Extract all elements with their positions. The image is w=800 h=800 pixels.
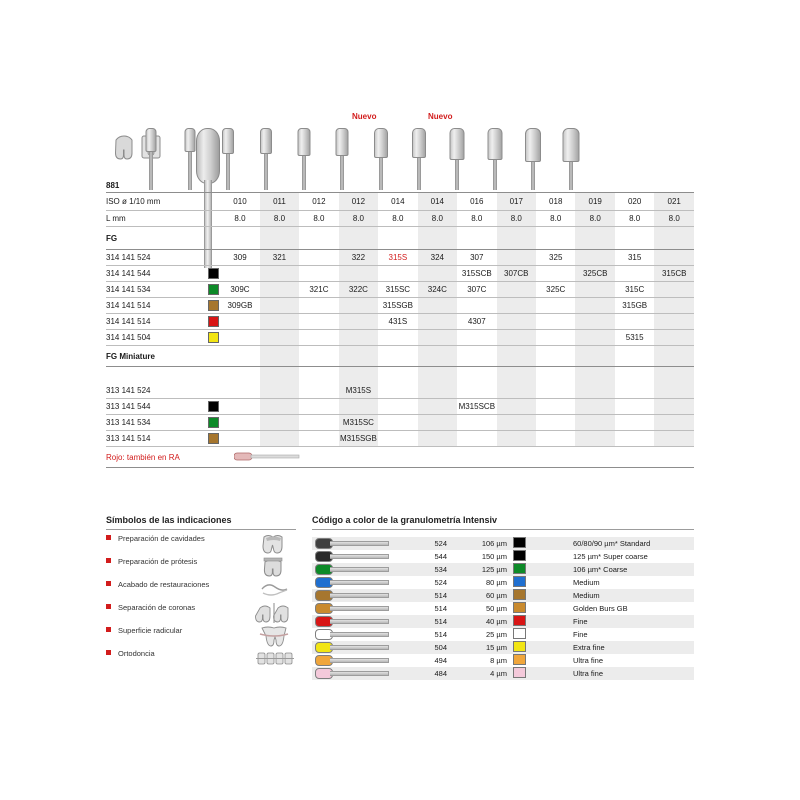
iso-diameter-row <box>106 193 694 211</box>
cell: 322 <box>339 250 378 266</box>
cell <box>536 298 575 314</box>
cell <box>260 282 299 298</box>
iso-value: 020 <box>615 193 654 211</box>
cell <box>418 399 457 415</box>
iso-value: 018 <box>536 193 575 211</box>
granulometry-row <box>312 667 694 680</box>
cell: 309 <box>220 250 259 266</box>
length-value: 8.0 <box>536 211 575 227</box>
grit-description: Golden Burs GB <box>573 604 628 613</box>
grit-color-cell <box>202 415 221 431</box>
indication-item <box>106 579 296 602</box>
cell <box>497 298 536 314</box>
cell <box>654 282 694 298</box>
grit-description: Medium <box>573 591 600 600</box>
indication-item <box>106 648 296 671</box>
indication-item <box>106 533 296 556</box>
cell <box>339 399 378 415</box>
cell <box>260 383 299 399</box>
cell <box>497 415 536 431</box>
order-code: 313 141 524 <box>106 383 202 399</box>
order-code: 314 141 524 <box>106 250 202 266</box>
indication-item <box>106 625 296 648</box>
length-value: 8.0 <box>575 211 614 227</box>
cell <box>339 266 378 282</box>
cell <box>654 298 694 314</box>
prosthesis-prep-icon <box>252 556 296 578</box>
color-swatch <box>513 641 526 652</box>
grain-size: 4 µm <box>490 669 507 678</box>
cell <box>378 431 417 447</box>
cell <box>260 399 299 415</box>
cell <box>220 330 259 346</box>
granulometry-row <box>312 628 694 641</box>
grit-description: 60/80/90 µm* Standard <box>573 539 651 548</box>
grit-color-cell <box>202 282 221 298</box>
cell <box>615 415 654 431</box>
cell <box>575 399 614 415</box>
cavity-prep-icon <box>252 533 296 555</box>
cell: 309GB <box>220 298 259 314</box>
cell: 4307 <box>457 314 496 330</box>
granulometry-panel <box>312 515 694 678</box>
cell <box>654 431 694 447</box>
cell <box>654 330 694 346</box>
length-value: 8.0 <box>418 211 457 227</box>
cell <box>536 383 575 399</box>
restoration-finishing-icon <box>252 579 296 601</box>
grit-color-cell <box>202 383 221 399</box>
grit-color-cell <box>202 330 221 346</box>
order-code: 313 141 514 <box>106 431 202 447</box>
iso-value: 021 <box>654 193 694 211</box>
length-value: 8.0 <box>260 211 299 227</box>
grit-description: 125 µm* Super coarse <box>573 552 648 561</box>
color-swatch <box>513 576 526 587</box>
cell <box>654 383 694 399</box>
footnote-row <box>106 447 694 468</box>
cell <box>575 298 614 314</box>
cell <box>299 431 338 447</box>
indication-item <box>106 556 296 579</box>
grain-size: 125 µm <box>481 565 507 574</box>
grain-size: 80 µm <box>486 578 507 587</box>
grit-code: 484 <box>434 669 447 678</box>
iso-value: 014 <box>378 193 417 211</box>
cell: 315CB <box>654 266 694 282</box>
length-value: 8.0 <box>497 211 536 227</box>
cell <box>536 415 575 431</box>
cell <box>575 282 614 298</box>
cell <box>418 431 457 447</box>
cell <box>575 250 614 266</box>
family-code-row <box>106 120 694 193</box>
cell <box>575 431 614 447</box>
grit-description: Medium <box>573 578 600 587</box>
cell <box>497 399 536 415</box>
cell <box>299 415 338 431</box>
cell <box>615 314 654 330</box>
length-value: 8.0 <box>615 211 654 227</box>
cell <box>220 431 259 447</box>
cell <box>339 298 378 314</box>
iso-value: 017 <box>497 193 536 211</box>
length-value: 8.0 <box>220 211 259 227</box>
cell <box>497 383 536 399</box>
cell <box>457 330 496 346</box>
table-row <box>106 330 694 346</box>
cell <box>497 282 536 298</box>
grit-color-cell <box>202 431 221 447</box>
cell <box>457 383 496 399</box>
granulometry-row <box>312 602 694 615</box>
cell: 324 <box>418 250 457 266</box>
new-label-2: Nuevo <box>428 112 453 121</box>
grit-color-cell <box>202 250 221 266</box>
root-surface-icon <box>252 625 296 647</box>
order-code: 314 141 534 <box>106 282 202 298</box>
bur-thumbnail <box>315 668 389 677</box>
color-swatch <box>513 654 526 665</box>
color-swatch <box>513 589 526 600</box>
grain-size: 40 µm <box>486 617 507 626</box>
cell: 5315 <box>615 330 654 346</box>
crown-separation-icon <box>252 602 296 624</box>
cell: 309C <box>220 282 259 298</box>
iso-value: 012 <box>339 193 378 211</box>
cell <box>457 431 496 447</box>
cell: M315SCB <box>457 399 496 415</box>
cell <box>536 431 575 447</box>
table-row <box>106 298 694 314</box>
grit-description: Ultra fine <box>573 656 604 665</box>
cell: 325C <box>536 282 575 298</box>
cell: M315SC <box>339 415 378 431</box>
indications-title: Símbolos de las indicaciones <box>106 515 232 525</box>
cell <box>575 314 614 330</box>
color-swatch <box>513 615 526 626</box>
bullet-icon <box>106 604 111 609</box>
grain-size: 106 µm <box>481 539 507 548</box>
granulometry-title: Código a color de la granulometría Intensiv <box>312 515 498 525</box>
bur-thumbnail <box>315 603 389 612</box>
table-row <box>106 415 694 431</box>
length-value: 8.0 <box>378 211 417 227</box>
table-row <box>106 250 694 266</box>
grit-color-cell <box>202 314 221 330</box>
indication-label: Superficie radicular <box>118 626 183 635</box>
indication-label: Preparación de cavidades <box>118 534 205 543</box>
length-value: 8.0 <box>457 211 496 227</box>
family-code: 881 <box>106 120 202 193</box>
cell <box>299 266 338 282</box>
grit-code: 514 <box>434 604 447 613</box>
table-row <box>106 383 694 399</box>
bur-thumbnail <box>315 655 389 664</box>
cell: 307 <box>457 250 496 266</box>
bullet-icon <box>106 581 111 586</box>
indication-label: Preparación de prótesis <box>118 557 198 566</box>
cell <box>220 383 259 399</box>
iso-value: 014 <box>418 193 457 211</box>
cell <box>260 330 299 346</box>
color-swatch <box>513 628 526 639</box>
grit-color-chip <box>208 268 219 279</box>
grit-code: 494 <box>434 656 447 665</box>
iso-value: 011 <box>260 193 299 211</box>
cell: 321 <box>260 250 299 266</box>
cell <box>378 399 417 415</box>
ra-bur-icon <box>234 449 304 463</box>
iso-value: 016 <box>457 193 496 211</box>
granulometry-row <box>312 550 694 563</box>
granulometry-row <box>312 537 694 550</box>
cell <box>378 383 417 399</box>
divider <box>106 529 296 530</box>
order-code: 313 141 534 <box>106 415 202 431</box>
grit-color-cell <box>202 399 221 415</box>
order-code: 314 141 544 <box>106 266 202 282</box>
section-fg-miniature-label: FG Miniature <box>106 346 202 367</box>
table-row <box>106 282 694 298</box>
cell <box>575 330 614 346</box>
length-value: 8.0 <box>299 211 338 227</box>
granulometry-row <box>312 615 694 628</box>
cell <box>536 330 575 346</box>
new-label-1: Nuevo <box>352 112 377 121</box>
grit-color-chip <box>208 284 219 295</box>
cell: 315GB <box>615 298 654 314</box>
bullet-icon <box>106 650 111 655</box>
order-code: 314 141 504 <box>106 330 202 346</box>
indication-item <box>106 602 296 625</box>
cell <box>299 298 338 314</box>
cell <box>260 431 299 447</box>
cell <box>260 266 299 282</box>
cell <box>260 314 299 330</box>
table-row <box>106 431 694 447</box>
order-code: 314 141 514 <box>106 298 202 314</box>
color-swatch <box>513 550 526 561</box>
cell <box>418 415 457 431</box>
iso-value: 019 <box>575 193 614 211</box>
iso-value: 012 <box>299 193 338 211</box>
grit-code: 514 <box>434 630 447 639</box>
grain-size: 150 µm <box>481 552 507 561</box>
cell <box>457 415 496 431</box>
cell <box>418 330 457 346</box>
cell: 315SGB <box>378 298 417 314</box>
granulometry-row <box>312 641 694 654</box>
bur-thumbnail <box>315 538 389 547</box>
section-fg-row <box>106 227 694 250</box>
color-swatch <box>513 563 526 574</box>
cell: M315S <box>339 383 378 399</box>
iso-label: ISO ø 1/10 mm <box>106 193 202 211</box>
cell <box>654 415 694 431</box>
granulometry-row <box>312 654 694 667</box>
cell <box>536 399 575 415</box>
granulometry-row <box>312 563 694 576</box>
grain-size: 15 µm <box>486 643 507 652</box>
order-code: 314 141 514 <box>106 314 202 330</box>
cell <box>339 314 378 330</box>
grit-color-chip <box>208 316 219 327</box>
color-swatch <box>513 602 526 613</box>
cell <box>299 314 338 330</box>
length-value: 8.0 <box>339 211 378 227</box>
cell: 315S <box>378 250 417 266</box>
indication-label: Ortodoncia <box>118 649 155 658</box>
spacer-row <box>106 367 694 384</box>
indication-label: Acabado de restauraciones <box>118 580 210 589</box>
table-row <box>106 266 694 282</box>
main-catalogue-table <box>106 120 694 468</box>
cell: 321C <box>299 282 338 298</box>
cell: 322C <box>339 282 378 298</box>
grain-size: 8 µm <box>490 656 507 665</box>
cell <box>536 314 575 330</box>
grit-color-chip <box>208 433 219 444</box>
cell <box>536 266 575 282</box>
bullet-icon <box>106 627 111 632</box>
cell <box>497 431 536 447</box>
cell: 325CB <box>575 266 614 282</box>
cell <box>299 383 338 399</box>
cell: M315SGB <box>339 431 378 447</box>
granulometry-table <box>312 537 694 680</box>
grit-code: 534 <box>434 565 447 574</box>
cell <box>220 266 259 282</box>
cell <box>418 314 457 330</box>
cell <box>378 266 417 282</box>
cell <box>299 330 338 346</box>
cell: 307CB <box>497 266 536 282</box>
cell <box>457 298 496 314</box>
section-fg-miniature-row <box>106 346 694 367</box>
grain-size: 50 µm <box>486 604 507 613</box>
bur-thumbnail <box>315 564 389 573</box>
cell: 431S <box>378 314 417 330</box>
footnote-text: Rojo: también en RA <box>106 447 202 468</box>
cell <box>220 415 259 431</box>
length-row <box>106 211 694 227</box>
cell: 315 <box>615 250 654 266</box>
grit-color-chip <box>208 417 219 428</box>
cell <box>497 314 536 330</box>
cell <box>654 399 694 415</box>
bur-thumbnail <box>315 577 389 586</box>
grit-code: 504 <box>434 643 447 652</box>
cell <box>299 250 338 266</box>
cell <box>418 383 457 399</box>
cell <box>260 415 299 431</box>
cell <box>299 399 338 415</box>
cell <box>575 415 614 431</box>
length-label: L mm <box>106 211 202 227</box>
granulometry-row <box>312 589 694 602</box>
cell <box>220 314 259 330</box>
cell <box>418 266 457 282</box>
cell <box>378 415 417 431</box>
grain-size: 60 µm <box>486 591 507 600</box>
length-value: 8.0 <box>654 211 694 227</box>
cell <box>339 330 378 346</box>
cell <box>575 383 614 399</box>
bur-thumbnail <box>315 629 389 638</box>
cell: 325 <box>536 250 575 266</box>
cell <box>615 431 654 447</box>
grit-description: 106 µm* Coarse <box>573 565 628 574</box>
cell: 324C <box>418 282 457 298</box>
grit-description: Ultra fine <box>573 669 604 678</box>
table-row <box>106 314 694 330</box>
cell <box>615 266 654 282</box>
grit-color-chip <box>208 300 219 311</box>
granulometry-row <box>312 576 694 589</box>
grit-code: 514 <box>434 617 447 626</box>
cell <box>378 330 417 346</box>
bullet-icon <box>106 558 111 563</box>
grit-description: Fine <box>573 630 588 639</box>
bullet-icon <box>106 535 111 540</box>
cell <box>497 250 536 266</box>
color-swatch <box>513 667 526 678</box>
cell <box>497 330 536 346</box>
grit-description: Fine <box>573 617 588 626</box>
grit-code: 514 <box>434 591 447 600</box>
cell <box>220 399 259 415</box>
cell <box>615 399 654 415</box>
cell <box>654 314 694 330</box>
cell: 307C <box>457 282 496 298</box>
bur-thumbnail <box>315 590 389 599</box>
cell: 315C <box>615 282 654 298</box>
iso-value: 010 <box>220 193 259 211</box>
indication-label: Separación de coronas <box>118 603 196 612</box>
cell: 315SC <box>378 282 417 298</box>
grit-code: 524 <box>434 578 447 587</box>
cell: 315SCB <box>457 266 496 282</box>
orthodontics-icon <box>252 648 296 670</box>
table-row <box>106 399 694 415</box>
grit-color-cell <box>202 266 221 282</box>
divider <box>312 529 694 530</box>
grain-size: 25 µm <box>486 630 507 639</box>
grit-color-chip <box>208 401 219 412</box>
bur-thumbnail <box>315 642 389 651</box>
bur-thumbnail <box>315 551 389 560</box>
grit-code: 544 <box>434 552 447 561</box>
bur-thumbnail <box>315 616 389 625</box>
cell <box>418 298 457 314</box>
cell <box>615 383 654 399</box>
cell <box>654 250 694 266</box>
grit-color-chip <box>208 332 219 343</box>
indications-panel <box>106 515 296 671</box>
order-code: 313 141 544 <box>106 399 202 415</box>
cell <box>260 298 299 314</box>
color-swatch <box>513 537 526 548</box>
grit-color-cell <box>202 298 221 314</box>
grit-description: Extra fine <box>573 643 605 652</box>
grit-code: 524 <box>434 539 447 548</box>
section-fg-label: FG <box>106 227 202 250</box>
